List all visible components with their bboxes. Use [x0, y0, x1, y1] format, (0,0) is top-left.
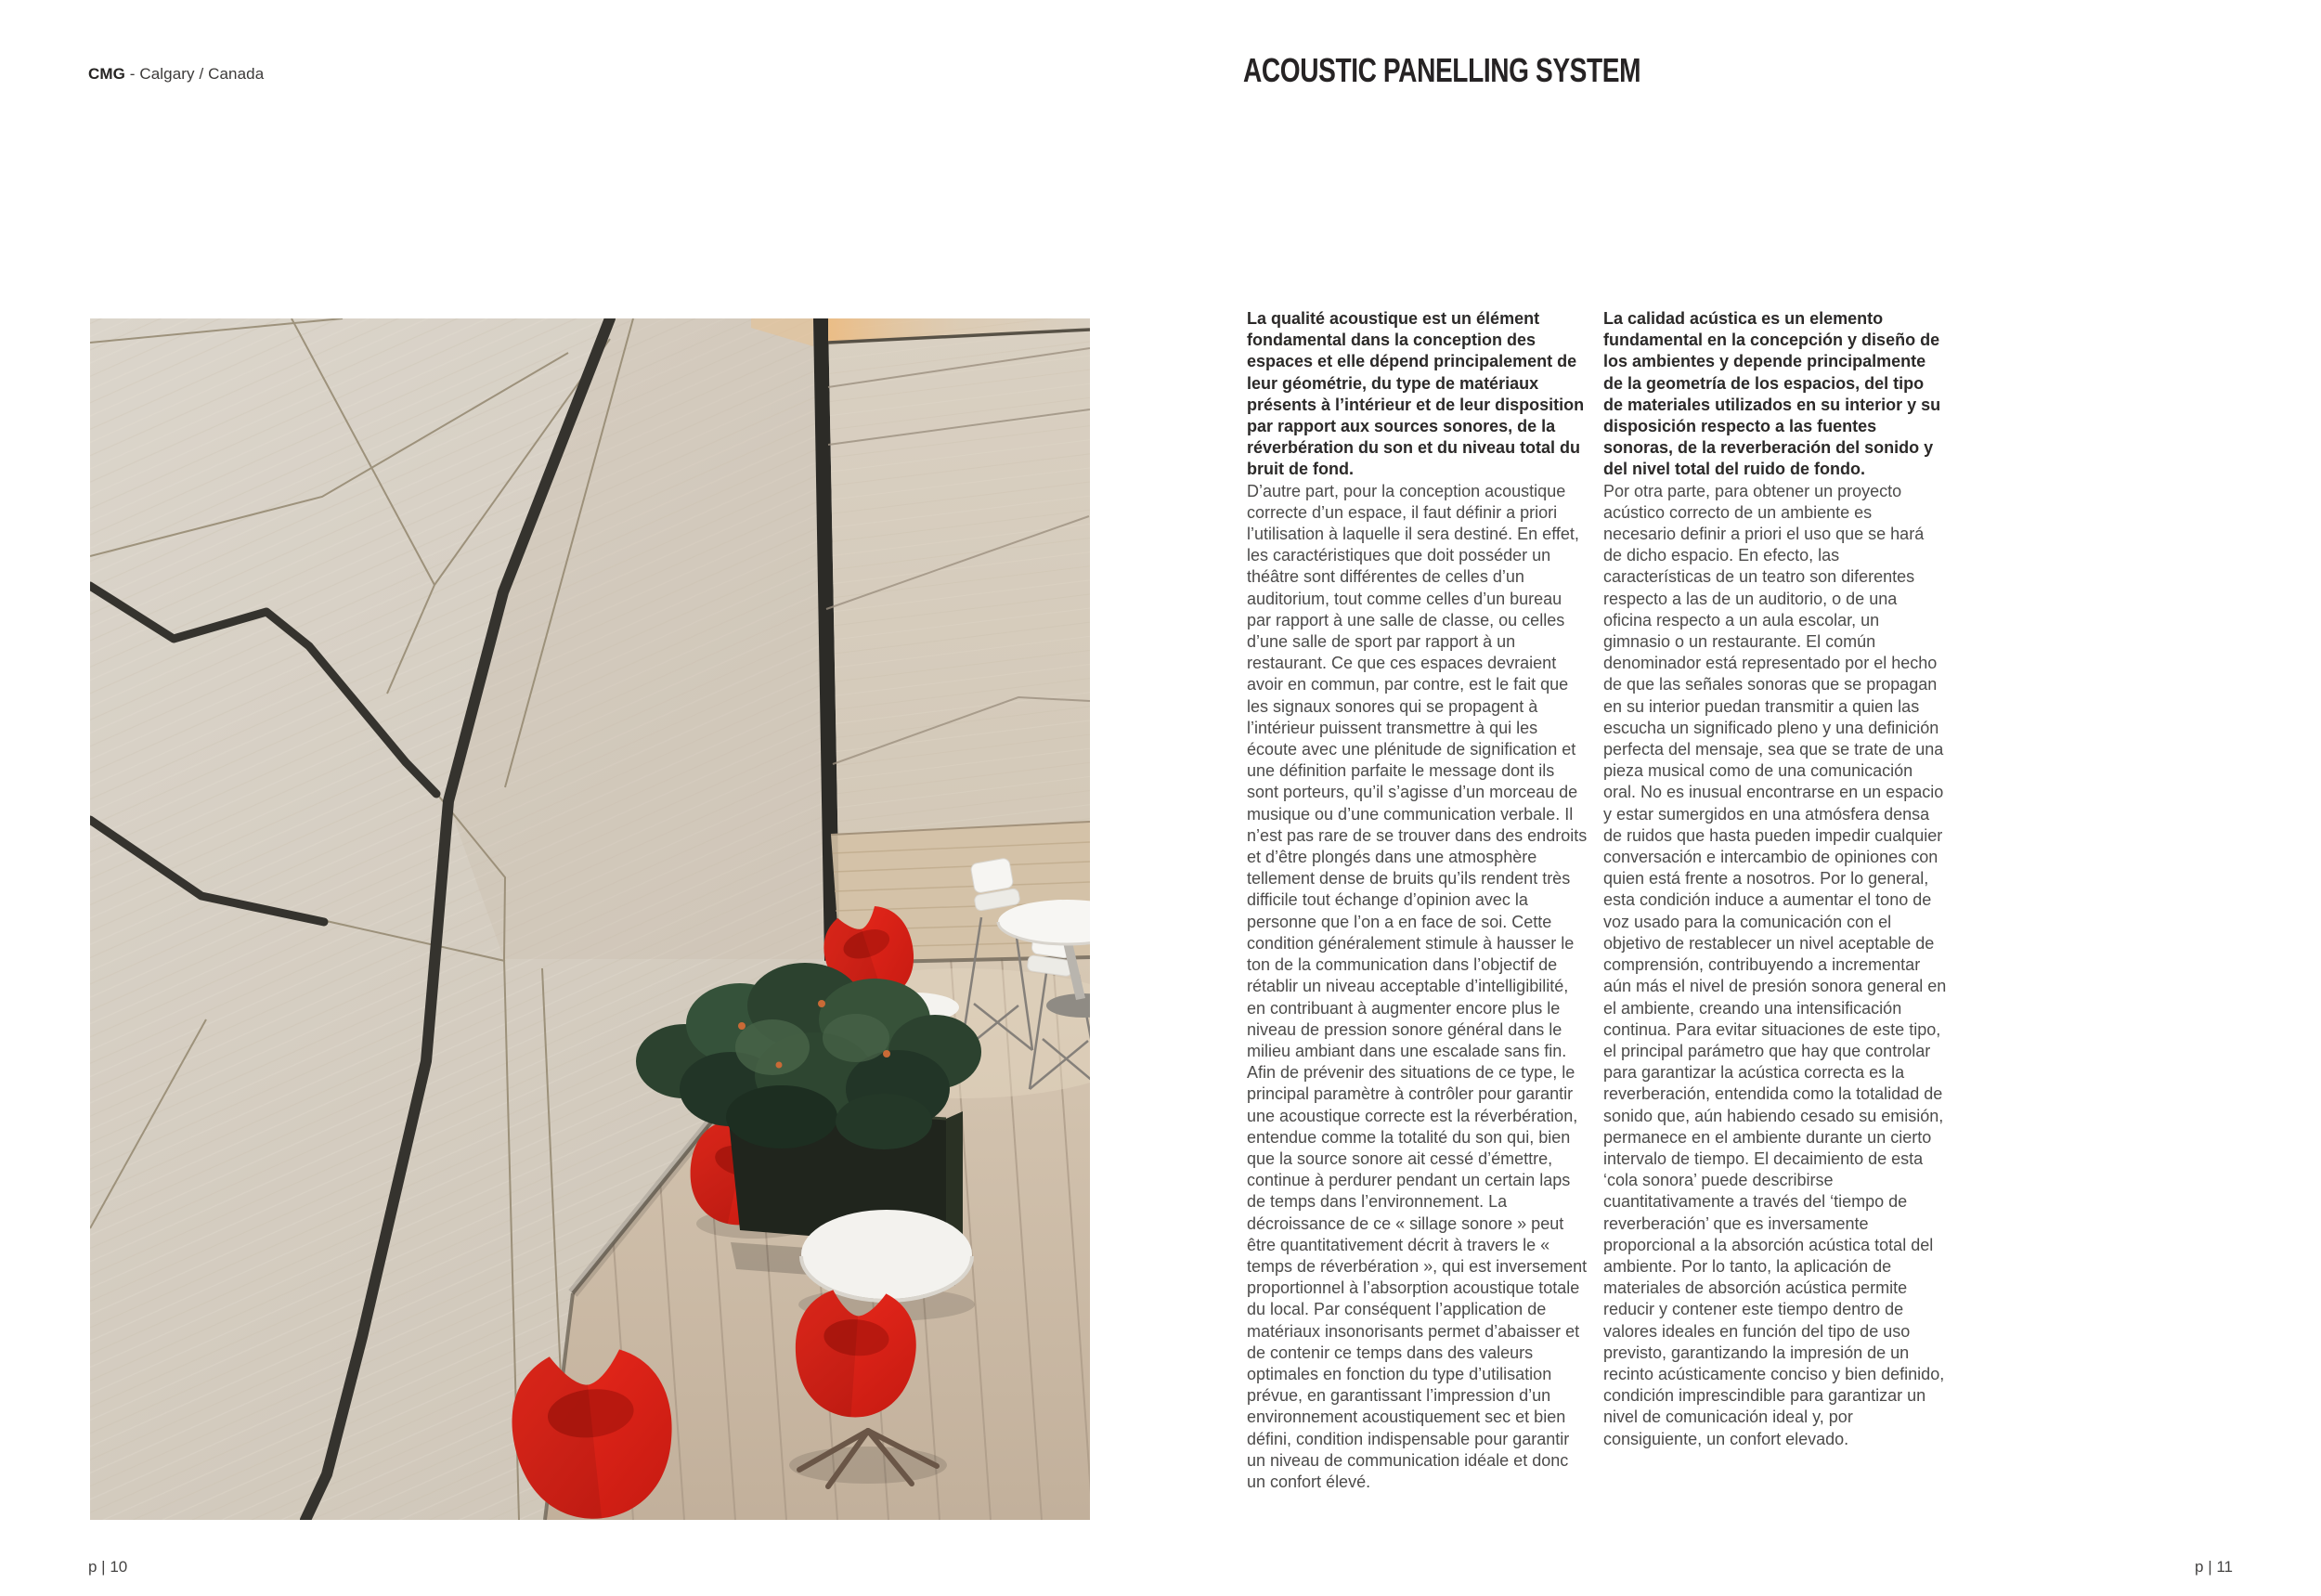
project-credit — [88, 65, 264, 84]
interior-photo — [90, 318, 1090, 1520]
intro-paragraph-spanish: La calidad acústica es un elemento fundamental en la concepción y diseño de los ambientes y depende principalmente de la geometría de los espacios, del tipo de materiales utilizados en su interior y su disposición respecto a las fuentes sonoras, de la reverberación del sonido y del nivel total del ruido de fondo. — [1603, 309, 1941, 479]
panel-wall-right — [826, 318, 1090, 963]
interior-photo-graphic — [90, 318, 1090, 1520]
intro-paragraph-french: La qualité acoustique est un élément fondamental dans la conception des espaces et elle dépend principalement de leur géométrie, du type de matériaux présents à l’intérieur et de leur disposition par rapport aux sources sonores, de la réverbération du son et du niveau total du bruit de fond. — [1247, 309, 1585, 479]
page-number-left: p | 10 — [88, 1558, 128, 1576]
column-french — [1247, 308, 1590, 1493]
project-location: - Calgary / Canada — [124, 65, 265, 83]
text-columns — [1247, 308, 1947, 1493]
column-spanish — [1603, 308, 1947, 1493]
body-paragraph-spanish: Por otra parte, para obtener un proyecto acústico correcto de un ambiente es necesario definir a priori el uso que se hará de dicho espacio. En efecto, las características de un teatro son diferentes respecto a las de un auditorio, o de una oficina respecto a un aula escolar, un gimnasio o un restaurante. El común denominador está representado por el hecho de que las señales sonoras que se propagan en su interior puedan transmitir a quien las escucha un significado pleno y una definición perfecta del mensaje, sea que se trate de una pieza musical como de una comunicación oral. No es inusual encontrarse en un espacio y estar sumergidos en una atmósfera densa de ruidos que hasta pueden impedir cualquier conversación e intercambio de opiniones con quien está frente a nosotros. Por lo general, esta condición induce a aumentar el tono de voz usado para la comunicación con el objetivo de restablecer un nivel aceptable de comprensión, contribuyendo a incrementar aún más el nivel de presión sonora general en el ambiente, creando una intensificación continua. Para evitar situaciones de este tipo, el principal parámetro que hay que controlar para garantizar la acústica correcta es la reverberación, entendida como la totalidad de sonido que, aún habiendo cesado su emisión, permanece en el ambiente durante un cierto intervalo de tiempo. El decaimiento de esta ‘cola sonora’ puede describirse cuantitativamente a través del ‘tiempo de reverberación’ que es inversamente proporcional a la absorción acústica total del ambiente. Por lo tanto, la aplicación de materiales de absorción acústica permite reducir y contener este tiempo dentro de valores ideales en función del tipo de uso previsto, garantizando la impresión de un recinto acústicamente conciso y bien definido, condición imprescindible para garantizar un nivel de comunicación ideal y, por consiguiente, un confort elevado. — [1603, 481, 1947, 1448]
body-paragraph-french: D’autre part, pour la conception acoustique correcte d’un espace, il faut définir a priori l’utilisation à laquelle il sera destiné. En effet, les caractéristiques que doit posséder un théâtre sont différentes de celles d’un auditorium, tout comme celles d’un bureau par rapport à une salle de classe, ou celles d’une salle de sport par rapport à un restaurant. Ce que ces espaces devraient avoir en commun, par contre, est le fait que les signaux sonores qui se propagent à l’intérieur puissent transmettre à qui les écoute avec une plénitude de signification et une définition parfaite le message dont ils sont porteurs, qu’il s’agisse d’un morceau de musique ou d’une communication verbale. Il n’est pas rare de se trouver dans des endroits et d’être plongés dans une atmosphère tellement dense de bruits qu’ils rendent très difficile tout échange d’opinion avec la personne que l’on a en face de soi. Cette condition généralement stimule à hausser le ton de la communication dans l’objectif de rétablir un niveau acceptable d’intelligibilité, en contribuant à augmenter encore plus le niveau de pression sonore général dans le milieu ambiant dans une escalade sans fin. Afin de prévenir des situations de ce type, le principal paramètre à contrôler pour garantir une acoustique correcte est la réverbération, entendue comme la totalité du son qui, bien que la source sonore ait cessé d’émettre, continue à perdurer pendant un certain laps de temps dans l’environnement. La décroissance de ce « sillage sonore » peut être quantitativement décrit à travers le « temps de réverbération », qui est inversement proportionnel à l’absorption acoustique totale du local. Par conséquent l’application de matériaux insonorisants permet d’abaisser et de contenir ce temps dans des valeurs optimales en fonction du type d’utilisation prévue, en garantissant l’impression d’un environnement acoustiquement sec et bien défini, condition indispensable pour garantir un niveau de communication idéale et donc un confort élevé. — [1247, 481, 1588, 1491]
page-number-right: p | 11 — [2195, 1558, 2233, 1576]
page-title: ACOUSTIC PANELLING SYSTEM — [1243, 51, 1641, 89]
project-brand: CMG — [88, 65, 125, 83]
